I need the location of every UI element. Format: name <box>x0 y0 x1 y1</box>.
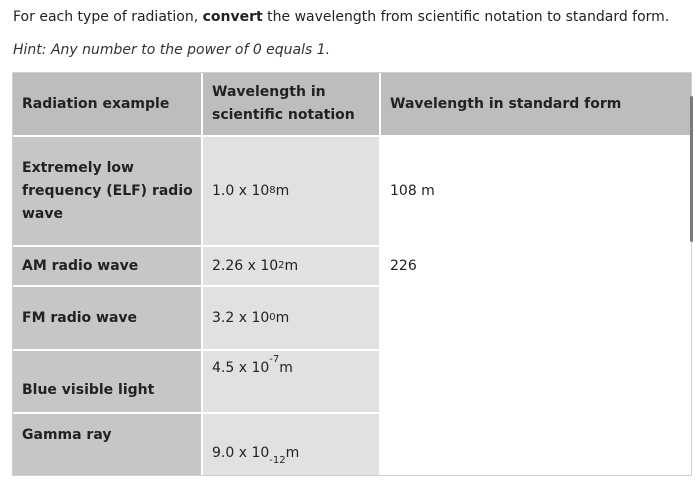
instruction-post: the wavelength from scientific notation to standard form. <box>262 9 670 25</box>
instruction-pre: For each type of radiation, <box>13 9 203 25</box>
radiation-table <box>12 72 692 476</box>
row-sci-fm: 3.2 x 10 0 m <box>203 287 379 349</box>
answer-field-elf[interactable]: 108 m <box>381 137 692 245</box>
answer-field-gamma[interactable] <box>381 414 692 476</box>
row-sci-blue-light: 4.5 x 10 -7 m <box>203 351 379 412</box>
row-name-gamma: Gamma ray <box>13 414 201 476</box>
instruction-bold: convert <box>202 9 263 25</box>
header-standard-form: Wavelength in standard form <box>381 73 692 135</box>
instruction-text <box>13 9 669 25</box>
answer-field-blue-light[interactable] <box>381 351 692 412</box>
row-name-elf: Extremely low frequency (ELF) radio wave <box>13 137 201 245</box>
row-name-fm: FM radio wave <box>13 287 201 349</box>
header-radiation-example: Radiation example <box>13 73 201 135</box>
row-sci-am: 2.26 x 10 2 m <box>203 247 379 285</box>
row-sci-gamma: 9.0 x 10 -12 m <box>203 414 379 476</box>
header-scientific-notation: Wavelength in scientific notation <box>203 73 379 135</box>
answer-field-fm[interactable] <box>381 287 692 349</box>
answer-field-am[interactable]: 226 <box>381 247 692 285</box>
vertical-scrollbar[interactable] <box>690 96 693 242</box>
row-sci-elf: 1.0 x 10 8 m <box>203 137 379 245</box>
row-name-am: AM radio wave <box>13 247 201 285</box>
hint-text: Hint: Any number to the power of 0 equals 1. <box>13 42 331 58</box>
row-name-blue-light: Blue visible light <box>13 351 201 412</box>
